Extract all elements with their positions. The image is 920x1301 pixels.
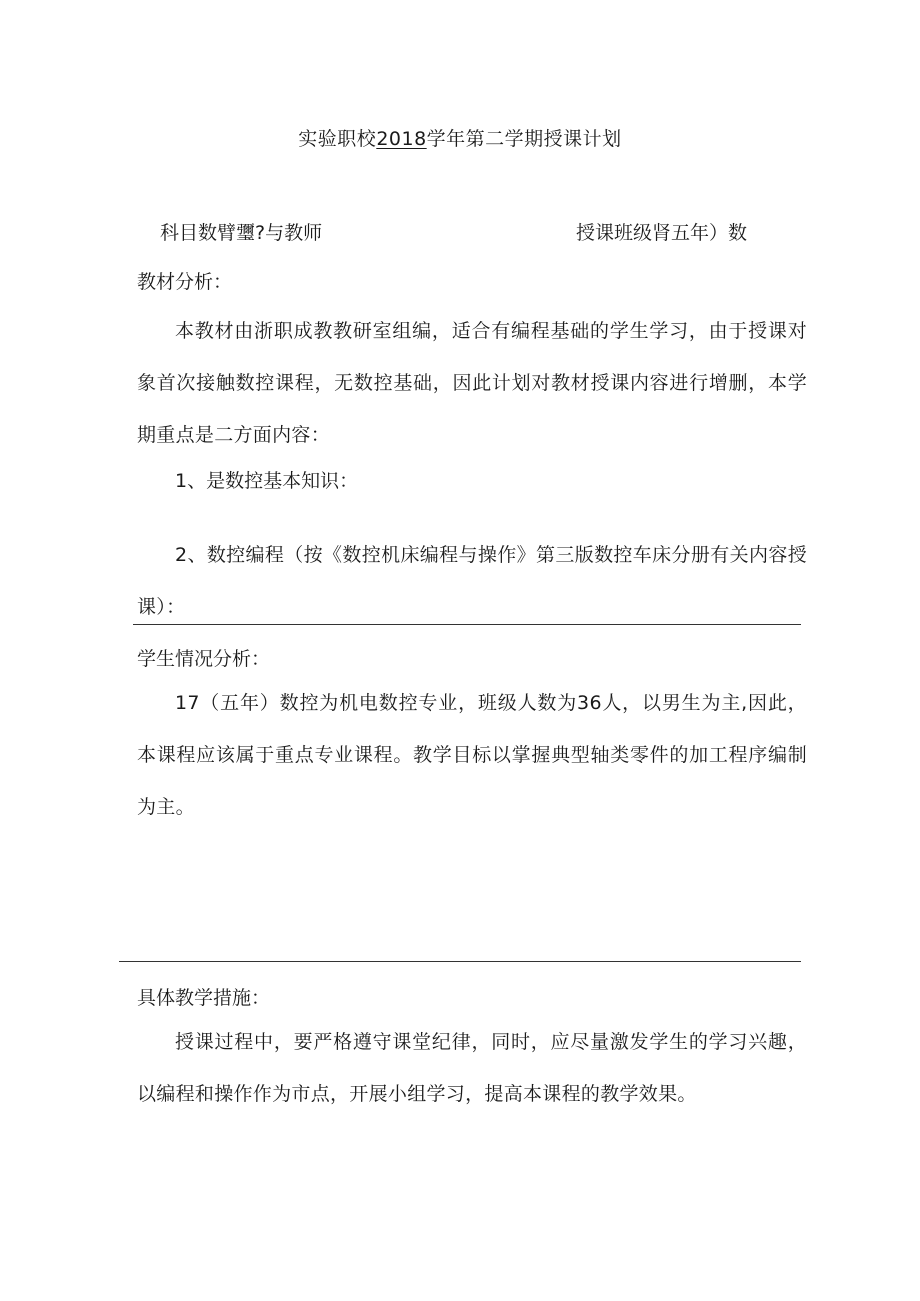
measures-paragraph: 授课过程中，要严格遵守课堂纪律，同时，应尽量激发学生的学习兴趣，以编程和操作作为市点，开展小组学习，提高本课程的教学效果。 (137, 1031, 807, 1105)
title-prefix: 实验职校 (298, 128, 377, 150)
material-paragraph: 本教材由浙职成教教研室组编，适合有编程基础的学生学习，由于授课对象首次接触数控课程，无数控基础，因此计划对教材授课内容进行增删，本学期重点是二方面内容： (137, 320, 807, 446)
students-heading: 学生情况分析： (137, 648, 271, 670)
material-heading: 教材分析： (137, 271, 233, 293)
title-year: 2018 (376, 128, 427, 150)
title-suffix: 学年第二学期授课计划 (426, 128, 622, 150)
subject-teacher: 科目数臂瓕?与教师 (160, 222, 323, 244)
students-paragraph: 17（五年）数控为机电数控专业，班级人数为36人，以男生为主,因此，本课程应该属于重点专业课程。教学目标以掌握典型轴类零件的加工程序编制为主。 (137, 692, 807, 818)
measures-heading: 具体教学措施： (137, 987, 271, 1009)
section-divider-2 (119, 961, 801, 962)
section-divider-1 (133, 624, 801, 625)
material-item-1: 1、是数控基本知识： (175, 470, 359, 492)
page-title (0, 124, 920, 151)
class-info: 授课班级肾五年）数 (576, 222, 748, 244)
material-item-2: 2、数控编程（按《数控机床编程与操作》第三版数控车床分册有关内容授课）： (137, 544, 807, 618)
